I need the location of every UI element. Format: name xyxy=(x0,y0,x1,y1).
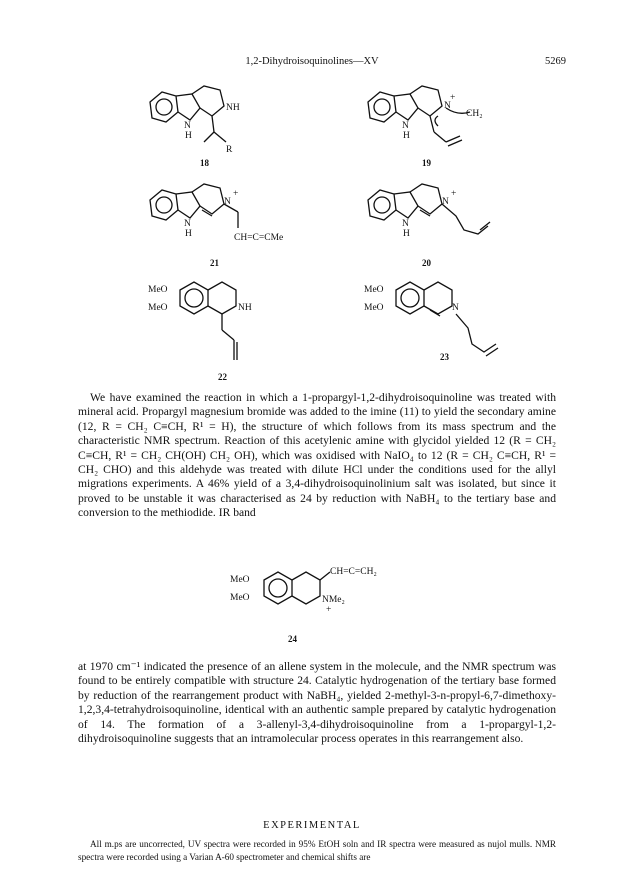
n-plus-label: N xyxy=(224,197,231,207)
n-plus-label: N xyxy=(442,197,449,207)
meo-label-bottom: MeO xyxy=(364,303,384,313)
h-label: H xyxy=(403,229,410,239)
n-label: N xyxy=(184,219,191,229)
nme2-label: NMe₂ xyxy=(322,595,345,605)
experimental-text: All m.ps are uncorrected, UV spectra were recorded in 95% EtOH soln and IR spectra were measured as nujol mulls. NMR spectra were recorded using a Varian A-60 spectrometer and chemical shifts are xyxy=(78,839,556,862)
plus-charge: + xyxy=(450,93,456,103)
compound-label-20: 20 xyxy=(422,258,431,268)
body-paragraph-2: at 1970 cm⁻¹ indicated the presence of an allene system in the molecule, and the NMR spectrum was found to be entirely compatible with structure 24. Catalytic hydrogenation of the tertiary base formed by reduction of the rearrangement product with NaBH₄, yielded 2-methyl-3-n-propyl-6,7-dimethoxy-1,2,3,4-tetrahydroisoquinoline, identical with an authentic sample prepared by catalytic hydrogenation of 14. The formation of a 3-allenyl-3,4-dihydroisoquinoline from a 1-propargyl-1,2-dihydroisoquinoline suggests that an intramolecular process operates in this rearrangement also. xyxy=(78,660,556,746)
n-label: N xyxy=(452,303,459,313)
compound-label-22: 22 xyxy=(218,372,227,382)
meo-label-top: MeO xyxy=(230,575,250,585)
allene-chain-label: CH=C=CMe xyxy=(234,233,284,243)
h-label: H xyxy=(403,131,410,141)
structure-21 xyxy=(138,178,298,270)
structure-23 xyxy=(360,278,520,378)
compound-label-19: 19 xyxy=(422,158,431,168)
structure-20 xyxy=(360,178,520,270)
running-title: 1,2-Dihydroisoquinolines—XV xyxy=(245,56,379,67)
compound-label-21: 21 xyxy=(210,258,219,268)
plus-charge: + xyxy=(326,605,332,615)
h-label: H xyxy=(185,229,192,239)
structure-19 xyxy=(360,80,510,170)
meo-label-bottom: MeO xyxy=(230,593,250,603)
ch2-label: CH₂ xyxy=(466,109,483,119)
compound-label-24: 24 xyxy=(288,634,297,644)
h-label: H xyxy=(185,131,192,141)
page-header xyxy=(0,56,624,72)
structure-22 xyxy=(140,278,290,386)
r-label: R xyxy=(226,145,233,155)
compound-label-18: 18 xyxy=(200,158,209,168)
n-label: N xyxy=(402,121,409,131)
n-label: N xyxy=(402,219,409,229)
n-plus-label: N xyxy=(444,101,451,111)
n-label: N xyxy=(184,121,191,131)
plus-charge: + xyxy=(451,189,457,199)
structure-24 xyxy=(226,566,396,654)
meo-label-top: MeO xyxy=(148,285,168,295)
nh-label: NH xyxy=(238,303,252,313)
meo-label-bottom: MeO xyxy=(148,303,168,313)
compound-label-23: 23 xyxy=(440,352,449,362)
allene-chain-label: CH=C=CH₂ xyxy=(330,567,377,577)
plus-charge: + xyxy=(233,189,239,199)
page-number: 5269 xyxy=(545,56,566,67)
nh-label: NH xyxy=(226,103,240,113)
structure-18 xyxy=(138,80,278,170)
meo-label-top: MeO xyxy=(364,285,384,295)
body-paragraph-1: We have examined the reaction in which a 1-propargyl-1,2-dihydroisoquinoline was treated with mineral acid. Propargyl magnesium bromide was added to the imine (11) to yield the secondary amine (12, R = CH₂ C≡CH, R¹ = H), the structure of which follows from its mass spectrum and the characteristic NMR spectrum. Reaction of this acetylenic amine with glycidol yielded 12 (R = CH₂ C≡CH, R¹ = CH₂ CH(OH) CH₂ OH), which was oxidised with NaIO₄ to 12 (R = CH₂ C≡CH, R¹ = CH₂ CHO) and this aldehyde was treated with dilute HCl under the conditions used for the allyl migrations experiments. A 46% yield of a 3,4-dihydroisoquinolinium salt was isolated, but since it proved to be unstable it was characterised as 24 by reduction with NaBH₄ to the tertiary base and conversion to the methiodide. IR band xyxy=(78,391,556,520)
experimental-heading: EXPERIMENTAL xyxy=(263,820,361,831)
